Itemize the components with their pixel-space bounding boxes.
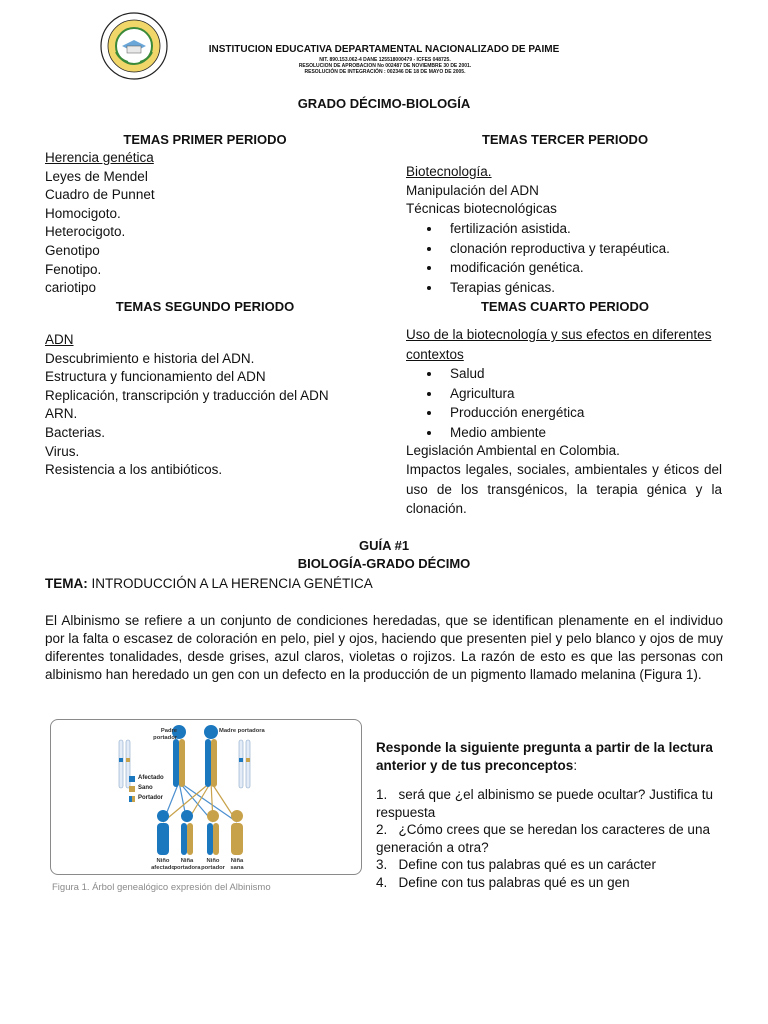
legend-affected-swatch — [129, 776, 135, 782]
first-period-title: TEMAS PRIMER PERIODO — [123, 132, 287, 147]
legend-affected: Afectado — [138, 775, 164, 781]
list-item: Biotecnología. — [406, 164, 492, 179]
list-item: Bacterias. — [45, 424, 106, 440]
figure-caption: Figura 1. Árbol genealógico expresión del Albinismo — [52, 882, 271, 893]
list-item: • Medio ambiente — [442, 423, 742, 443]
question-item: 3. Define con tus palabras qué es un carácter — [376, 857, 656, 872]
list-item: Manipulación del ADN — [406, 182, 539, 198]
legend-carrier: Portador — [138, 795, 164, 801]
fourth-period-bullets — [420, 364, 742, 442]
pedigree-diagram — [51, 720, 361, 874]
list-item: • Terapias génicas. — [442, 278, 742, 298]
child-carrier-boy — [207, 810, 219, 855]
child-label: Niña portadora — [173, 858, 201, 871]
child-affected-boy — [157, 810, 169, 855]
list-item: Fenotipo. — [45, 261, 102, 277]
mother-chromosomes — [239, 740, 250, 788]
questions-list — [376, 786, 724, 891]
legislation-text: Legislación Ambiental en Colombia. — [406, 443, 620, 458]
list-item: ARN. — [45, 406, 78, 422]
legend-healthy-swatch — [129, 786, 135, 792]
header-integration-line: RESOLUCIÓN DE INTEGRACIÓN : 002346 DE 18 DE MAYO DE 2005. — [304, 69, 466, 75]
list-item: Virus. — [45, 443, 80, 459]
impacts-text: Impactos legales, sociales, ambientales y éticos del uso de los transgénicos, la terapia génica y la clonación. — [406, 462, 722, 517]
list-item: Genotipo — [45, 242, 100, 258]
list-item: • modificación genética. — [442, 258, 742, 278]
third-period-title: TEMAS TERCER PERIODO — [481, 132, 649, 147]
guide-tema — [45, 575, 373, 594]
second-period-title: TEMAS SEGUNDO PERIODO — [115, 299, 295, 314]
questions-intro: Responde la siguiente pregunta a partir de la lectura anterior y de tus preconceptos: — [376, 740, 713, 773]
list-item: Resistencia a los antibióticos. — [45, 462, 223, 478]
child-carrier-girl — [181, 810, 193, 855]
list-item: Técnicas biotecnológicas — [406, 201, 557, 217]
pedigree-figure — [50, 719, 362, 875]
mother-label: Madre portadora — [219, 728, 265, 734]
third-period-list — [406, 163, 557, 219]
list-item: ADN — [45, 332, 74, 347]
first-period-list — [45, 149, 155, 298]
father-chromosomes — [119, 740, 130, 788]
albinism-paragraph: El Albinismo se refiere a un conjunto de condiciones heredadas, que se identifican plenamente en el individuo por la falta o escasez de coloración en pelo, piel y ojos, haciendo que presenten piel y pelo blanco y ojos de muy diferentes tonalidades, desde grises, azul claros, violetas o rojizos. La razón de esto es que las personas con albinismo han heredado un gen con un defecto en la producción de un pigmento llamado melanina (Figura 1). — [45, 613, 723, 682]
list-item: • fertilización asistida. — [442, 219, 742, 239]
list-item: Cuadro de Punnet — [45, 187, 155, 203]
list-item: Replicación, transcripción y traducción del ADN — [45, 387, 329, 403]
guide-number: GUÍA #1 — [358, 538, 410, 553]
list-item: • Producción energética — [442, 403, 742, 423]
list-item: Homocigoto. — [45, 205, 121, 221]
inheritance-lines — [163, 782, 237, 822]
child-healthy-girl — [231, 810, 243, 855]
question-item: 2. ¿Cómo crees que se heredan los caracteres de una generación a otra? — [376, 822, 710, 855]
guide-subject: BIOLOGÍA-GRADO DÉCIMO — [297, 556, 471, 571]
mother-figure — [204, 725, 218, 787]
header-nit-line: NIT. 890.153.062-4 DANE 125518000479 - ICFES 048725. — [319, 57, 451, 63]
list-item: cariotipo — [45, 280, 97, 296]
third-period-bullets — [420, 219, 742, 297]
legend-healthy: Sano — [138, 785, 153, 791]
tema-value: INTRODUCCIÓN A LA HERENCIA GENÉTICA — [87, 576, 373, 591]
fourth-period-heading: Uso de la biotecnología y sus efectos en diferentes contextos — [406, 327, 712, 362]
header-resolution-line: RESOLUCION DE APROBACION No 002487 DE NOVIEMBRE 30 DE 2001. — [298, 63, 472, 69]
list-item: Descubrimiento e historia del ADN. — [45, 350, 255, 366]
question-item: 1. será que ¿el albinismo se puede ocultar? Justifica tu respuesta — [376, 787, 713, 820]
list-item: Leyes de Mendel — [45, 168, 148, 184]
father-label: Padre portador — [153, 728, 177, 741]
child-label: Niña sana — [230, 858, 244, 871]
list-item: • clonación reproductiva y terapéutica. — [442, 239, 742, 259]
legend-carrier-swatch — [129, 796, 132, 802]
list-item: Heterocigoto. — [45, 224, 126, 240]
school-seal-logo — [100, 12, 168, 80]
list-item: Estructura y funcionamiento del ADN — [45, 369, 266, 385]
list-item: • Salud — [442, 364, 742, 384]
institution-name: INSTITUCION EDUCATIVA DEPARTAMENTAL NACIONALIZADO DE PAIME — [208, 44, 560, 55]
question-item: 4. Define con tus palabras qué es un gen — [376, 874, 630, 890]
grade-title: GRADO DÉCIMO-BIOLOGÍA — [297, 96, 471, 111]
tema-label: TEMA: — [45, 576, 88, 591]
child-label: Niño afectado — [151, 858, 175, 871]
list-item: • Agricultura — [442, 384, 742, 404]
child-label: Niño portador — [201, 858, 225, 871]
list-item: Herencia genética — [45, 150, 154, 165]
second-period-list — [45, 331, 329, 480]
fourth-period-title: TEMAS CUARTO PERIODO — [480, 299, 650, 314]
